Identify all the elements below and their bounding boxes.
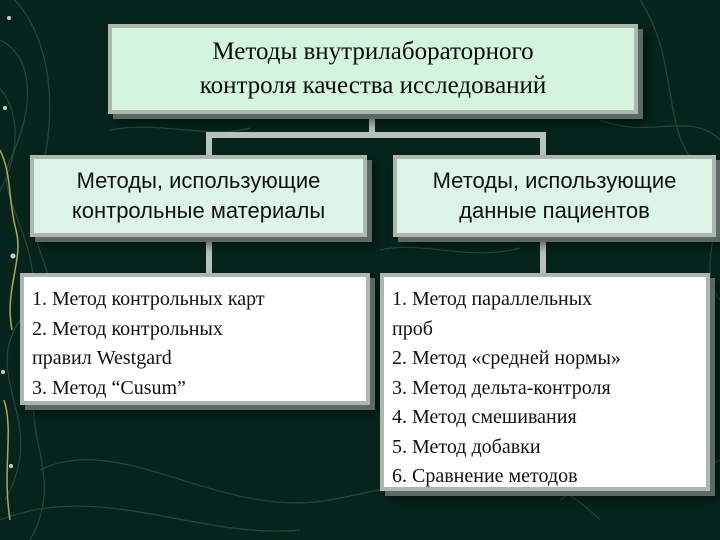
connector-left-drop (206, 132, 212, 157)
connector-horizontal (206, 132, 546, 138)
branch-heading-line: Методы, использующие (76, 168, 321, 193)
list-item: проб (392, 317, 433, 340)
branch-heading-control-materials (30, 155, 367, 237)
list-item: 6. Сравнение методов (392, 465, 578, 487)
branch-heading-line: данные пациентов (459, 198, 650, 223)
list-item: 5. Метод добавки (392, 435, 541, 458)
branch-heading-line: Методы, использующие (432, 168, 677, 193)
method-list-control-materials (20, 273, 370, 405)
list-item: 3. Метод дельта-контроля (392, 376, 611, 399)
connector-left-lower (206, 237, 212, 275)
connector-right-lower (540, 237, 546, 275)
list-item: 2. Метод «средней нормы» (392, 347, 621, 369)
list-item: 1. Метод контрольных карт (32, 288, 265, 310)
connector-right-drop (540, 132, 546, 157)
branch-heading-patient-data (393, 155, 716, 237)
list-item: 2. Метод контрольных (32, 317, 223, 340)
title-box (108, 24, 638, 114)
list-item: 3. Метод “Cusum” (32, 376, 186, 399)
title-line: контроля качества исследований (199, 72, 547, 99)
list-item: правил Westgard (32, 347, 172, 369)
method-list-patient-data (380, 273, 710, 491)
list-item: 1. Метод параллельных (392, 288, 593, 310)
branch-heading-line: контрольные материалы (71, 198, 326, 223)
list-item: 4. Метод смешивания (392, 406, 577, 428)
title-line: Методы внутрилабораторного (212, 38, 534, 65)
